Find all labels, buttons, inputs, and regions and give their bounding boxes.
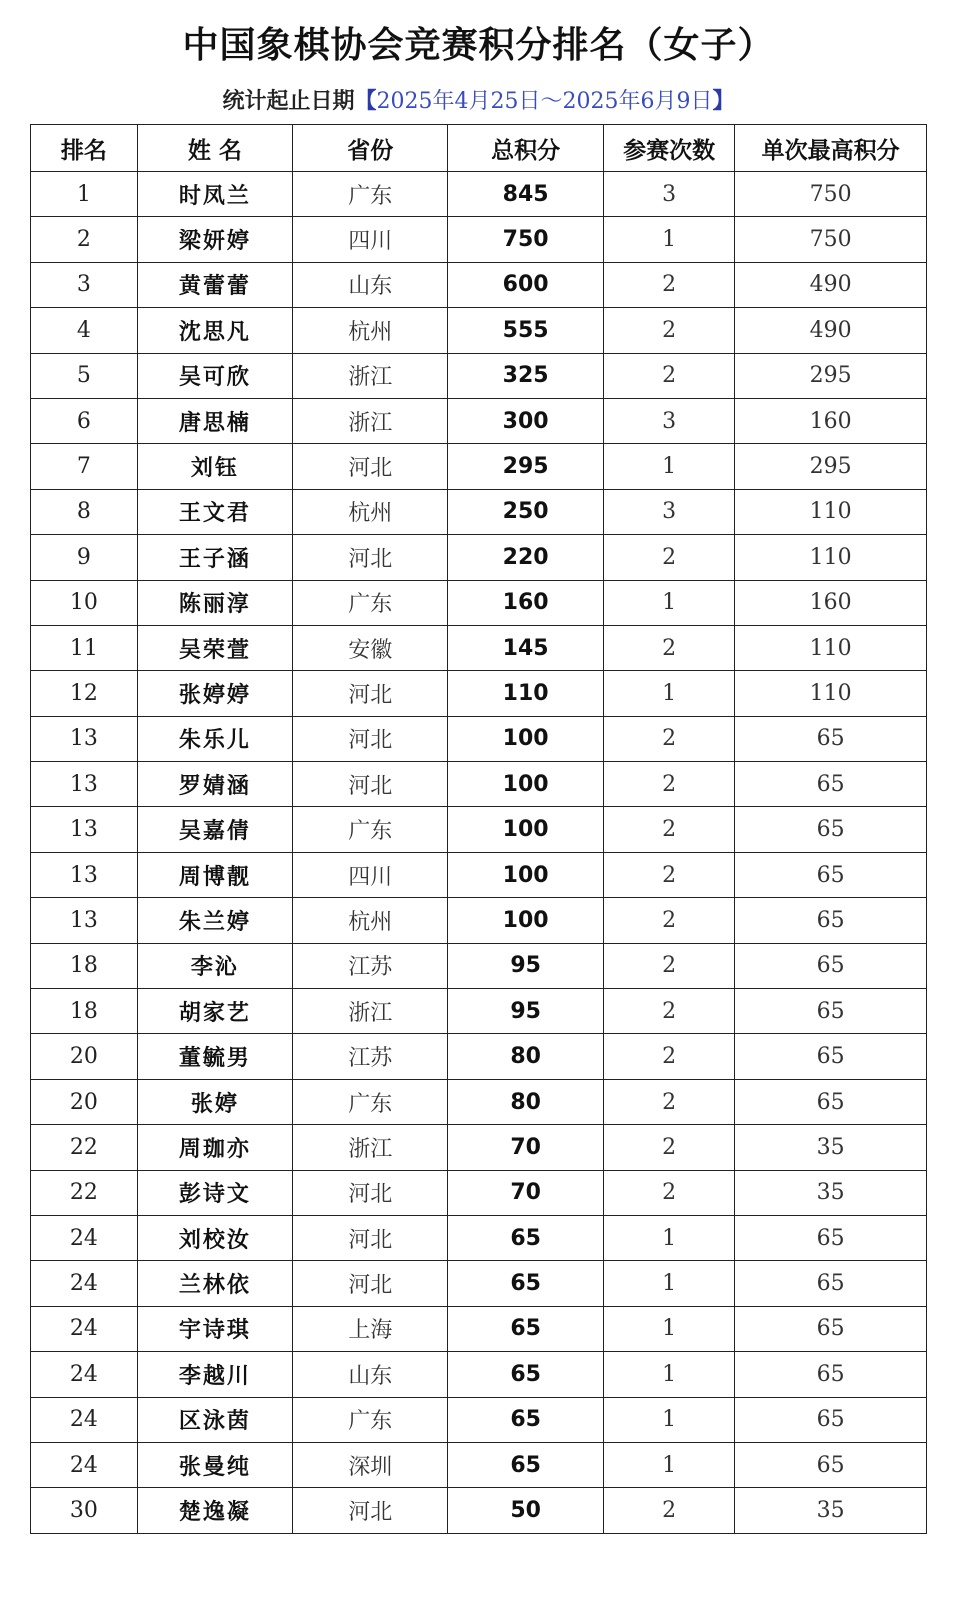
table-row [31, 807, 927, 852]
cell-entries: 1 [603, 671, 735, 716]
cell-rank: 30 [31, 1488, 138, 1533]
cell-entries: 3 [603, 398, 735, 443]
cell-rank: 11 [31, 625, 138, 670]
cell-total-points: 65 [448, 1215, 603, 1260]
cell-total-points: 750 [448, 217, 603, 262]
cell-province: 江苏 [293, 943, 448, 988]
cell-province: 山东 [293, 262, 448, 307]
table-row [31, 1306, 927, 1351]
cell-province: 浙江 [293, 989, 448, 1034]
cell-name: 罗婧涵 [137, 762, 292, 807]
cell-name: 胡家艺 [137, 989, 292, 1034]
cell-province: 广东 [293, 1397, 448, 1442]
cell-entries: 1 [603, 1215, 735, 1260]
cell-name: 吴嘉倩 [137, 807, 292, 852]
header-name: 姓 名 [137, 125, 292, 172]
cell-rank: 13 [31, 852, 138, 897]
cell-province: 河北 [293, 535, 448, 580]
cell-name: 王文君 [137, 489, 292, 534]
cell-rank: 13 [31, 762, 138, 807]
table-row [31, 1488, 927, 1533]
cell-max-single: 65 [735, 1261, 927, 1306]
cell-max-single: 65 [735, 852, 927, 897]
cell-max-single: 65 [735, 1215, 927, 1260]
cell-entries: 2 [603, 308, 735, 353]
cell-province: 广东 [293, 1079, 448, 1124]
cell-max-single: 65 [735, 989, 927, 1034]
cell-max-single: 65 [735, 716, 927, 761]
cell-total-points: 100 [448, 807, 603, 852]
cell-entries: 2 [603, 898, 735, 943]
cell-total-points: 100 [448, 716, 603, 761]
cell-entries: 3 [603, 172, 735, 217]
cell-province: 广东 [293, 172, 448, 217]
cell-max-single: 110 [735, 535, 927, 580]
open-bracket: 【 [354, 89, 377, 114]
table-row [31, 398, 927, 443]
cell-rank: 6 [31, 398, 138, 443]
cell-max-single: 160 [735, 580, 927, 625]
cell-entries: 1 [603, 1306, 735, 1351]
cell-province: 河北 [293, 1261, 448, 1306]
cell-rank: 24 [31, 1261, 138, 1306]
cell-name: 周珈亦 [137, 1125, 292, 1170]
page-title: 中国象棋协会竞赛积分排名（女子） [182, 25, 775, 66]
cell-province: 河北 [293, 716, 448, 761]
cell-rank: 18 [31, 989, 138, 1034]
cell-entries: 1 [603, 1352, 735, 1397]
cell-name: 李越川 [137, 1352, 292, 1397]
header-province: 省份 [293, 125, 448, 172]
cell-province: 浙江 [293, 353, 448, 398]
cell-rank: 10 [31, 580, 138, 625]
cell-max-single: 110 [735, 671, 927, 716]
table-row [31, 172, 927, 217]
cell-province: 杭州 [293, 489, 448, 534]
table-row [31, 943, 927, 988]
cell-rank: 20 [31, 1034, 138, 1079]
cell-rank: 13 [31, 807, 138, 852]
cell-name: 唐思楠 [137, 398, 292, 443]
cell-name: 周博靓 [137, 852, 292, 897]
date-range-label: 统计起止日期 [222, 89, 355, 114]
cell-name: 刘校汝 [137, 1215, 292, 1260]
cell-province: 浙江 [293, 398, 448, 443]
table-row [31, 1215, 927, 1260]
cell-rank: 9 [31, 535, 138, 580]
cell-province: 山东 [293, 1352, 448, 1397]
cell-max-single: 65 [735, 762, 927, 807]
cell-name: 彭诗文 [137, 1170, 292, 1215]
cell-name: 陈丽淳 [137, 580, 292, 625]
table-row [31, 217, 927, 262]
table-row [31, 1170, 927, 1215]
cell-rank: 1 [31, 172, 138, 217]
cell-rank: 12 [31, 671, 138, 716]
cell-total-points: 100 [448, 762, 603, 807]
cell-province: 杭州 [293, 898, 448, 943]
cell-max-single: 35 [735, 1170, 927, 1215]
cell-entries: 2 [603, 852, 735, 897]
cell-entries: 2 [603, 989, 735, 1034]
cell-total-points: 100 [448, 898, 603, 943]
cell-entries: 1 [603, 1397, 735, 1442]
cell-entries: 2 [603, 943, 735, 988]
cell-rank: 3 [31, 262, 138, 307]
cell-province: 河北 [293, 1215, 448, 1260]
table-row [31, 1352, 927, 1397]
cell-rank: 8 [31, 489, 138, 534]
cell-total-points: 160 [448, 580, 603, 625]
table-row [31, 262, 927, 307]
cell-total-points: 65 [448, 1352, 603, 1397]
cell-province: 四川 [293, 852, 448, 897]
cell-rank: 18 [31, 943, 138, 988]
cell-province: 广东 [293, 580, 448, 625]
cell-total-points: 80 [448, 1079, 603, 1124]
cell-rank: 4 [31, 308, 138, 353]
cell-province: 安徽 [293, 625, 448, 670]
ranking-table [30, 124, 927, 1534]
table-row [31, 671, 927, 716]
table-row [31, 1125, 927, 1170]
cell-max-single: 295 [735, 444, 927, 489]
cell-province: 河北 [293, 444, 448, 489]
cell-rank: 13 [31, 716, 138, 761]
cell-name: 楚逸凝 [137, 1488, 292, 1533]
cell-max-single: 750 [735, 172, 927, 217]
cell-total-points: 80 [448, 1034, 603, 1079]
cell-total-points: 845 [448, 172, 603, 217]
cell-entries: 2 [603, 353, 735, 398]
cell-entries: 2 [603, 1079, 735, 1124]
cell-total-points: 50 [448, 1488, 603, 1533]
date-range-value: 2025年4月25日～2025年6月9日 [376, 89, 713, 114]
table-row [31, 444, 927, 489]
cell-province: 浙江 [293, 1125, 448, 1170]
cell-name: 梁妍婷 [137, 217, 292, 262]
table-row [31, 989, 927, 1034]
cell-name: 吴可欣 [137, 353, 292, 398]
cell-entries: 1 [603, 444, 735, 489]
cell-total-points: 65 [448, 1306, 603, 1351]
cell-max-single: 65 [735, 807, 927, 852]
header-rank: 排名 [31, 125, 138, 172]
cell-total-points: 65 [448, 1442, 603, 1487]
cell-province: 河北 [293, 671, 448, 716]
cell-total-points: 95 [448, 989, 603, 1034]
cell-name: 朱乐儿 [137, 716, 292, 761]
cell-entries: 2 [603, 762, 735, 807]
cell-rank: 20 [31, 1079, 138, 1124]
header-max-single: 单次最高积分 [735, 125, 927, 172]
cell-total-points: 110 [448, 671, 603, 716]
cell-province: 杭州 [293, 308, 448, 353]
table-row [31, 1442, 927, 1487]
cell-max-single: 65 [735, 1352, 927, 1397]
cell-total-points: 65 [448, 1397, 603, 1442]
cell-total-points: 600 [448, 262, 603, 307]
cell-total-points: 65 [448, 1261, 603, 1306]
cell-province: 河北 [293, 762, 448, 807]
cell-province: 河北 [293, 1170, 448, 1215]
table-row [31, 762, 927, 807]
cell-entries: 1 [603, 580, 735, 625]
cell-rank: 7 [31, 444, 138, 489]
cell-rank: 24 [31, 1215, 138, 1260]
cell-entries: 2 [603, 535, 735, 580]
cell-max-single: 490 [735, 308, 927, 353]
table-row [31, 898, 927, 943]
cell-max-single: 65 [735, 943, 927, 988]
cell-total-points: 145 [448, 625, 603, 670]
cell-total-points: 70 [448, 1170, 603, 1215]
table-row [31, 625, 927, 670]
cell-entries: 2 [603, 716, 735, 761]
header-entries: 参赛次数 [603, 125, 735, 172]
cell-entries: 2 [603, 262, 735, 307]
cell-rank: 5 [31, 353, 138, 398]
cell-total-points: 295 [448, 444, 603, 489]
cell-entries: 1 [603, 1261, 735, 1306]
cell-total-points: 70 [448, 1125, 603, 1170]
cell-max-single: 160 [735, 398, 927, 443]
cell-max-single: 65 [735, 1034, 927, 1079]
table-row [31, 1397, 927, 1442]
cell-province: 上海 [293, 1306, 448, 1351]
table-row [31, 716, 927, 761]
cell-max-single: 65 [735, 1397, 927, 1442]
table-header-row [31, 125, 927, 172]
cell-total-points: 325 [448, 353, 603, 398]
cell-total-points: 300 [448, 398, 603, 443]
cell-province: 四川 [293, 217, 448, 262]
cell-max-single: 65 [735, 1442, 927, 1487]
cell-entries: 2 [603, 625, 735, 670]
cell-name: 沈思凡 [137, 308, 292, 353]
cell-rank: 24 [31, 1306, 138, 1351]
cell-rank: 24 [31, 1352, 138, 1397]
cell-max-single: 65 [735, 1079, 927, 1124]
cell-rank: 22 [31, 1125, 138, 1170]
cell-rank: 22 [31, 1170, 138, 1215]
cell-name: 张婷 [137, 1079, 292, 1124]
cell-name: 董毓男 [137, 1034, 292, 1079]
cell-max-single: 110 [735, 489, 927, 534]
cell-rank: 13 [31, 898, 138, 943]
cell-name: 朱兰婷 [137, 898, 292, 943]
table-row [31, 1261, 927, 1306]
cell-total-points: 250 [448, 489, 603, 534]
cell-max-single: 295 [735, 353, 927, 398]
table-row [31, 353, 927, 398]
cell-province: 河北 [293, 1488, 448, 1533]
table-row [31, 489, 927, 534]
table-row [31, 1079, 927, 1124]
cell-name: 区泳茵 [137, 1397, 292, 1442]
cell-max-single: 35 [735, 1488, 927, 1533]
cell-total-points: 95 [448, 943, 603, 988]
cell-name: 时凤兰 [137, 172, 292, 217]
table-row [31, 852, 927, 897]
cell-max-single: 750 [735, 217, 927, 262]
cell-total-points: 220 [448, 535, 603, 580]
cell-name: 兰林依 [137, 1261, 292, 1306]
cell-total-points: 100 [448, 852, 603, 897]
cell-entries: 1 [603, 1442, 735, 1487]
cell-rank: 2 [31, 217, 138, 262]
cell-max-single: 490 [735, 262, 927, 307]
cell-name: 宇诗琪 [137, 1306, 292, 1351]
date-range-subtitle [0, 86, 957, 118]
cell-entries: 2 [603, 1034, 735, 1079]
cell-name: 刘钰 [137, 444, 292, 489]
cell-max-single: 110 [735, 625, 927, 670]
table-row [31, 1034, 927, 1079]
cell-total-points: 555 [448, 308, 603, 353]
cell-entries: 2 [603, 1488, 735, 1533]
cell-province: 广东 [293, 807, 448, 852]
cell-rank: 24 [31, 1397, 138, 1442]
table-row [31, 535, 927, 580]
cell-name: 张婷婷 [137, 671, 292, 716]
cell-name: 张曼纯 [137, 1442, 292, 1487]
cell-entries: 3 [603, 489, 735, 534]
cell-name: 吴荣萱 [137, 625, 292, 670]
cell-name: 王子涵 [137, 535, 292, 580]
header-total-points: 总积分 [448, 125, 603, 172]
cell-max-single: 65 [735, 898, 927, 943]
cell-province: 江苏 [293, 1034, 448, 1079]
cell-province: 深圳 [293, 1442, 448, 1487]
cell-entries: 2 [603, 807, 735, 852]
close-bracket: 】 [712, 89, 735, 114]
cell-entries: 1 [603, 217, 735, 262]
cell-name: 黄蕾蕾 [137, 262, 292, 307]
table-row [31, 580, 927, 625]
table-row [31, 308, 927, 353]
cell-max-single: 35 [735, 1125, 927, 1170]
cell-entries: 2 [603, 1125, 735, 1170]
cell-name: 李沁 [137, 943, 292, 988]
cell-rank: 24 [31, 1442, 138, 1487]
cell-entries: 2 [603, 1170, 735, 1215]
cell-max-single: 65 [735, 1306, 927, 1351]
